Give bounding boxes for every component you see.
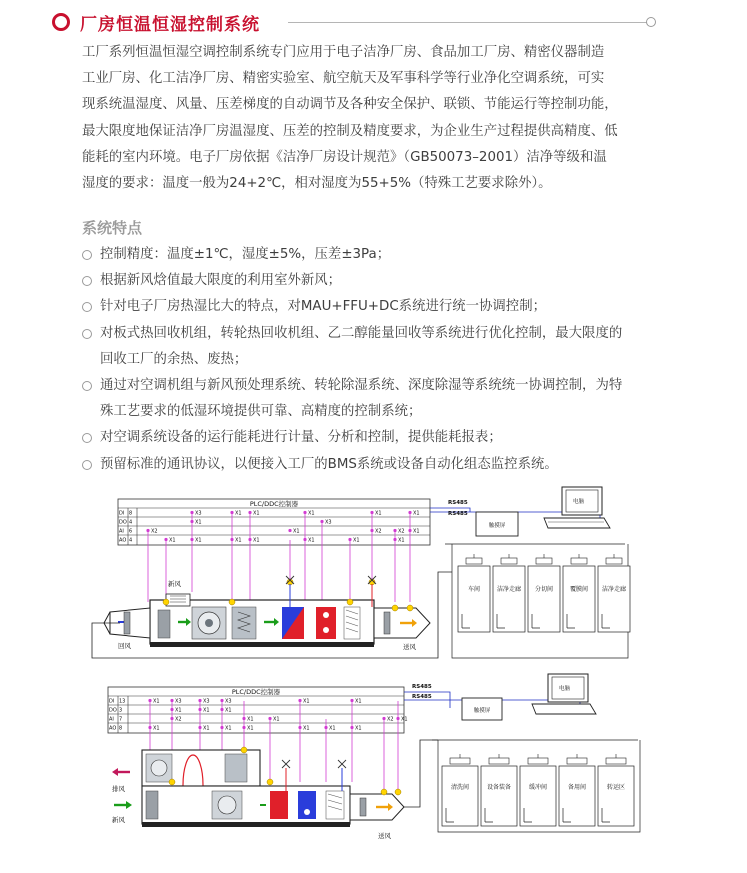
ffu-icon xyxy=(528,758,548,764)
io-tag: X1 xyxy=(303,725,310,732)
divider-end-icon xyxy=(646,17,656,27)
io-type-label: DO xyxy=(109,707,117,714)
diagram-1 xyxy=(92,487,630,658)
io-tag: X3 xyxy=(225,698,232,705)
header-divider xyxy=(288,22,648,23)
io-point xyxy=(288,529,291,532)
features-title: 系统特点 xyxy=(82,219,143,237)
intro-paragraph xyxy=(82,40,682,197)
io-tag: X1 xyxy=(398,537,405,544)
intro-line: 工业厂房、化工洁净厂房、精密实验室、航空航天及军事科学等行业净化空调系统，可实 xyxy=(82,71,605,87)
controller-table-2 xyxy=(108,687,408,733)
io-tag: X1 xyxy=(225,725,232,732)
room-label: 车间 xyxy=(467,586,481,594)
rs485-label: RS485 xyxy=(412,694,432,700)
intro-line: 现系统温湿度、风量、压差梯度的自动调节及各种安全保护、联锁、节能运行等控制功能， xyxy=(82,97,618,113)
circle-bullet-icon xyxy=(82,250,92,260)
coil-icon xyxy=(270,791,288,819)
io-count-label: 3 xyxy=(119,707,123,714)
io-tag: X1 xyxy=(303,698,310,705)
io-tag: X3 xyxy=(195,510,202,517)
svg-text:触摸屏: 触摸屏 xyxy=(473,708,491,714)
clean-rooms-1 xyxy=(445,544,630,658)
clean-room xyxy=(493,566,525,632)
ffu-icon xyxy=(489,758,509,764)
io-tag: X1 xyxy=(225,707,232,714)
io-tag: X1 xyxy=(247,725,254,732)
filter-icon xyxy=(232,607,256,639)
ffu-icon xyxy=(466,558,482,564)
exhaust-label: 排风 xyxy=(112,785,125,793)
computer-icon xyxy=(532,674,596,714)
intro-line: 工厂系列恒温恒湿空调控制系统专门应用于电子洁净厂房、食品加工厂房、精密仪器制造 xyxy=(82,45,605,60)
io-tag: X1 xyxy=(413,528,420,535)
clean-room xyxy=(528,566,560,632)
io-tag: X2 xyxy=(375,528,382,535)
section-header xyxy=(52,10,658,36)
room-label: 洁净走廊 xyxy=(601,586,627,594)
room-label: 缓冲间 xyxy=(528,783,548,791)
io-tag: X1 xyxy=(235,537,242,544)
ahu-unit-1 xyxy=(150,600,374,647)
io-tag: X1 xyxy=(273,716,280,723)
clean-rooms-2 xyxy=(432,740,640,832)
filter-icon xyxy=(146,791,158,819)
feature-item: 对空调系统设备的运行能耗进行计量、分析和控制，提供能耗报表； xyxy=(82,425,682,451)
io-type-label: AO xyxy=(119,537,127,544)
circle-bullet-icon xyxy=(82,302,92,312)
clean-room xyxy=(458,566,490,632)
circle-bullet-icon xyxy=(82,460,92,470)
io-tag: X1 xyxy=(413,510,420,517)
diagram-2 xyxy=(108,674,640,840)
touchscreen-icon xyxy=(476,512,518,536)
io-tag: X1 xyxy=(355,698,362,705)
io-tag: X1 xyxy=(195,537,202,544)
feature-item: 对板式热回收机组，转轮热回收机组、乙二醇能量回收等系统进行优化控制，最大限度的 回收工厂的余热、废热； xyxy=(82,321,682,373)
control-diagrams xyxy=(0,482,747,872)
io-tag: X3 xyxy=(203,698,210,705)
io-type-label: AO xyxy=(109,725,117,732)
ffu-icon xyxy=(536,558,552,564)
svg-text:触摸屏: 触摸屏 xyxy=(488,523,506,529)
fresh-air-label: 新风 xyxy=(112,816,125,824)
return-air-label: 回风 xyxy=(118,642,131,650)
ffu-icon xyxy=(571,558,587,564)
controller-label: PLC/DDC控制器 xyxy=(249,500,299,508)
room-label: 覆膜间 xyxy=(569,586,589,594)
io-tag: X2 xyxy=(175,716,182,723)
circle-bullet-icon xyxy=(82,381,92,391)
io-count-label: 13 xyxy=(119,698,126,705)
io-tag: X1 xyxy=(203,707,210,714)
io-tag: X2 xyxy=(387,716,394,723)
io-tag: X1 xyxy=(195,519,202,526)
io-count-label: 4 xyxy=(129,519,133,526)
room-label: 设备装备 xyxy=(486,783,512,791)
clean-room xyxy=(481,766,517,826)
ring-bullet-icon xyxy=(52,13,70,31)
clean-room xyxy=(598,766,634,826)
ffu-icon xyxy=(567,758,587,764)
io-count-label: 7 xyxy=(119,716,123,723)
io-tag: X2 xyxy=(151,528,158,535)
ffu-icon xyxy=(606,758,626,764)
page-title: 厂房恒温恒湿控制系统 xyxy=(80,15,260,35)
io-tag: X1 xyxy=(253,510,260,517)
circle-bullet-icon xyxy=(82,276,92,286)
coil-icon xyxy=(316,607,336,639)
ahu-unit-2 xyxy=(142,750,350,827)
io-tag: X1 xyxy=(329,725,336,732)
filter-icon xyxy=(158,610,170,638)
feature-item: 控制精度：温度±1℃，湿度±5%，压差±3Pa； xyxy=(82,242,682,268)
intro-line: 最大限度地保证洁净厂房温湿度、压差的控制及精度要求，为企业生产过程提供高精度、低 xyxy=(82,123,618,139)
io-tag: X3 xyxy=(325,519,332,526)
room-label: 转运区 xyxy=(606,783,626,791)
filter-icon xyxy=(225,754,247,782)
ffu-icon xyxy=(501,558,517,564)
touchscreen-icon xyxy=(462,698,502,720)
svg-text:电脑: 电脑 xyxy=(559,686,571,692)
intro-line: 能耗的室内环境。电子厂房依据《洁净厂房设计规范》（GB50073–2001）洁净等级和温 xyxy=(82,149,607,165)
io-type-label: AI xyxy=(109,716,114,723)
io-tag: X1 xyxy=(355,725,362,732)
feature-item: 根据新风焓值最大限度的利用室外新风； xyxy=(82,268,682,294)
computer-icon xyxy=(544,487,610,528)
io-count-label: 6 xyxy=(129,528,133,535)
io-tag: X1 xyxy=(175,707,182,714)
controller-table-1 xyxy=(118,499,430,545)
io-count-label: 8 xyxy=(119,725,123,732)
fresh-air-label: 新风 xyxy=(168,580,181,588)
io-tag: X1 xyxy=(308,537,315,544)
circle-bullet-icon xyxy=(82,329,92,339)
clean-room xyxy=(563,566,595,632)
io-tag: X1 xyxy=(375,510,382,517)
feature-item: 针对电子厂房热湿比大的特点，对MAU+FFU+DC系统进行统一协调控制； xyxy=(82,294,682,320)
feature-list xyxy=(82,242,682,478)
io-tag: X3 xyxy=(175,698,182,705)
io-type-label: DI xyxy=(109,698,115,705)
io-tag: X1 xyxy=(353,537,360,544)
io-tag: X1 xyxy=(153,698,160,705)
room-label: 清洗间 xyxy=(450,783,470,791)
io-tag: X1 xyxy=(247,716,254,723)
io-tag: X1 xyxy=(203,725,210,732)
io-tag: X2 xyxy=(398,528,405,535)
rs485-label: RS485 xyxy=(412,684,432,690)
io-tag: X1 xyxy=(153,725,160,732)
circle-bullet-icon xyxy=(82,433,92,443)
io-count-label: 4 xyxy=(129,537,133,544)
io-tag: X1 xyxy=(401,716,408,723)
ffu-icon xyxy=(606,558,622,564)
clean-room xyxy=(559,766,595,826)
io-tag: X1 xyxy=(293,528,300,535)
clean-room xyxy=(598,566,630,632)
intro-line: 湿度的要求：温度一般为24+2℃，相对湿度为55+5%（特殊工艺要求除外）。 xyxy=(82,176,552,192)
rs485-label: RS485 xyxy=(448,500,468,506)
io-type-label: AI xyxy=(119,528,124,535)
supply-air-label: 送风 xyxy=(403,643,416,651)
io-tag: X1 xyxy=(253,537,260,544)
supply-air-label: 送风 xyxy=(378,832,391,840)
io-type-label: DO xyxy=(119,519,127,526)
room-label: 分切间 xyxy=(534,586,554,594)
io-type-label: DI xyxy=(119,510,125,517)
ffu-icon xyxy=(450,758,470,764)
io-tag: X1 xyxy=(308,510,315,517)
rs485-label: RS485 xyxy=(448,511,468,517)
clean-room xyxy=(442,766,478,826)
controller-label: PLC/DDC控制器 xyxy=(231,688,281,696)
feature-item: 预留标准的通讯协议，以便接入工厂的BMS系统或设备自动化组态监控系统。 xyxy=(82,452,682,478)
room-label: 洁净走廊 xyxy=(496,586,522,594)
io-tag: X1 xyxy=(235,510,242,517)
feature-item: 通过对空调机组与新风预处理系统、转轮除湿系统、深度除湿等系统统一协调控制，为特 殊工艺要求的低湿环境提供可靠、高精度的控制系统； xyxy=(82,373,682,425)
clean-room xyxy=(520,766,556,826)
io-count-label: 8 xyxy=(129,510,133,517)
io-tag: X1 xyxy=(169,537,176,544)
svg-text:电脑: 电脑 xyxy=(573,499,585,505)
room-label: 备用间 xyxy=(567,783,587,791)
